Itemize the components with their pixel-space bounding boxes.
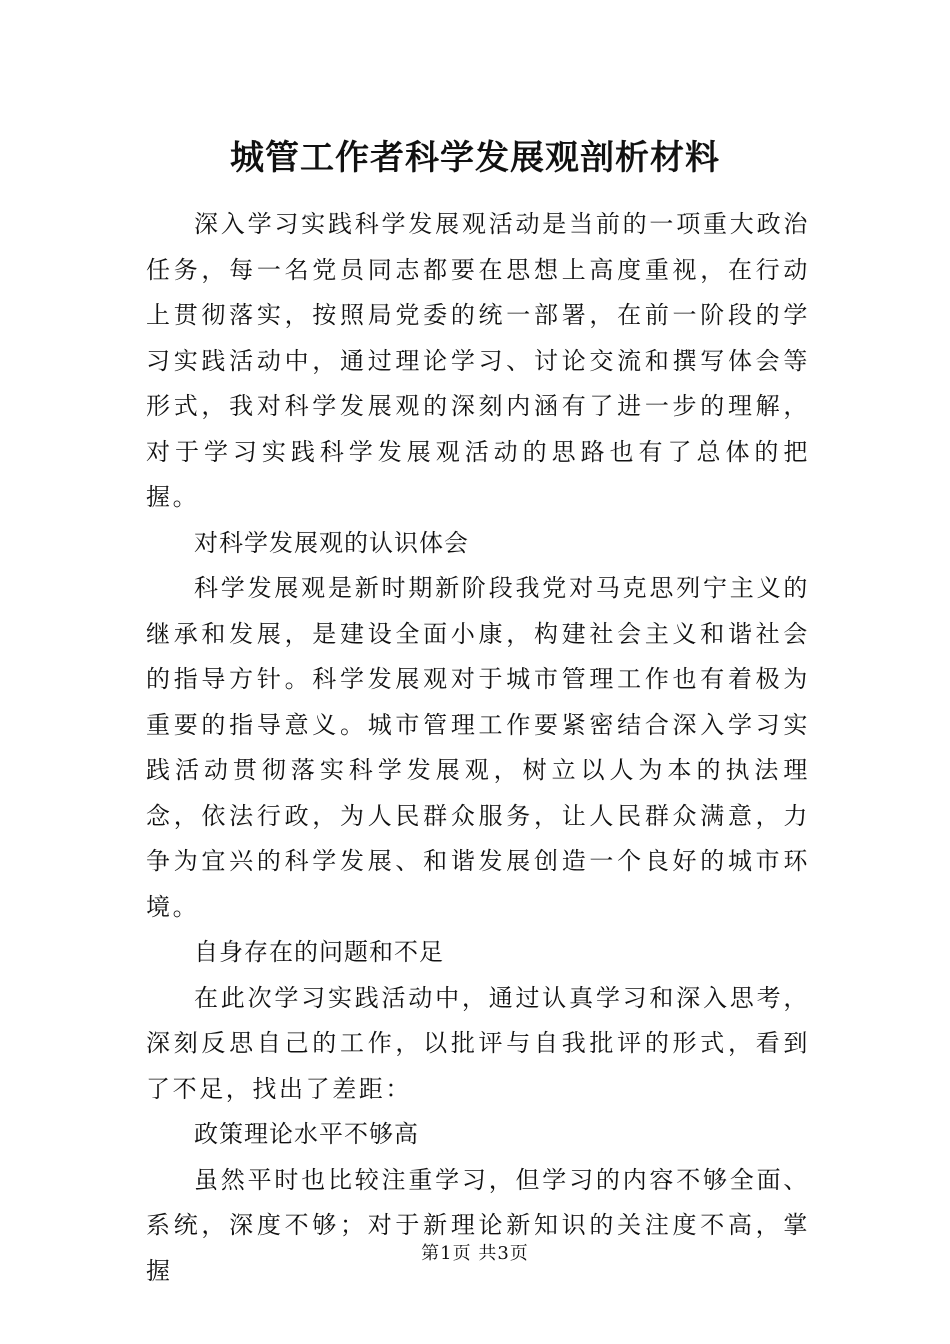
document-body — [146, 202, 810, 1294]
page-footer: 第1页 共3页 — [421, 1243, 529, 1264]
paragraph-problems: 在此次学习实践活动中，通过认真学习和深入思考，深刻反思自己的工作，以批评与自我批评的形式，看到了不足，找出了差距： — [146, 983, 810, 1103]
paragraph-theory-level: 虽然平时也比较注重学习，但学习的内容不够全面、系统，深度不够；对于新理论新知识的关注度不高，掌握 — [146, 1165, 810, 1285]
document-title: 城管工作者科学发展观剖析材料 — [230, 138, 720, 178]
paragraph-understanding: 科学发展观是新时期新阶段我党对马克思列宁主义的继承和发展，是建设全面小康，构建社会主义和谐社会的指导方针。科学发展观对于城市管理工作也有着极为重要的指导意义。城市管理工作要紧密结合深入学习实践活动贯彻落实科学发展观，树立以人为本的执法理念，依法行政，为人民群众服务，让人民群众满意，力争为宜兴的科学发展、和谐发展创造一个良好的城市环境。 — [146, 574, 810, 921]
section-heading-theory-level: 政策理论水平不够高 — [194, 1120, 419, 1148]
section-heading-understanding: 对科学发展观的认识体会 — [194, 528, 469, 557]
paragraph-intro: 深入学习实践科学发展观活动是当前的一项重大政治任务，每一名党员同志都要在思想上高度重视，在行动上贯彻落实，按照局党委的统一部署，在前一阶段的学习实践活动中，通过理论学习、讨论交流和撰写体会等形式，我对科学发展观的深刻内涵有了进一步的理解，对于学习实践科学发展观活动的思路也有了总体的把握。 — [146, 210, 810, 511]
section-heading-problems: 自身存在的问题和不足 — [194, 938, 444, 966]
